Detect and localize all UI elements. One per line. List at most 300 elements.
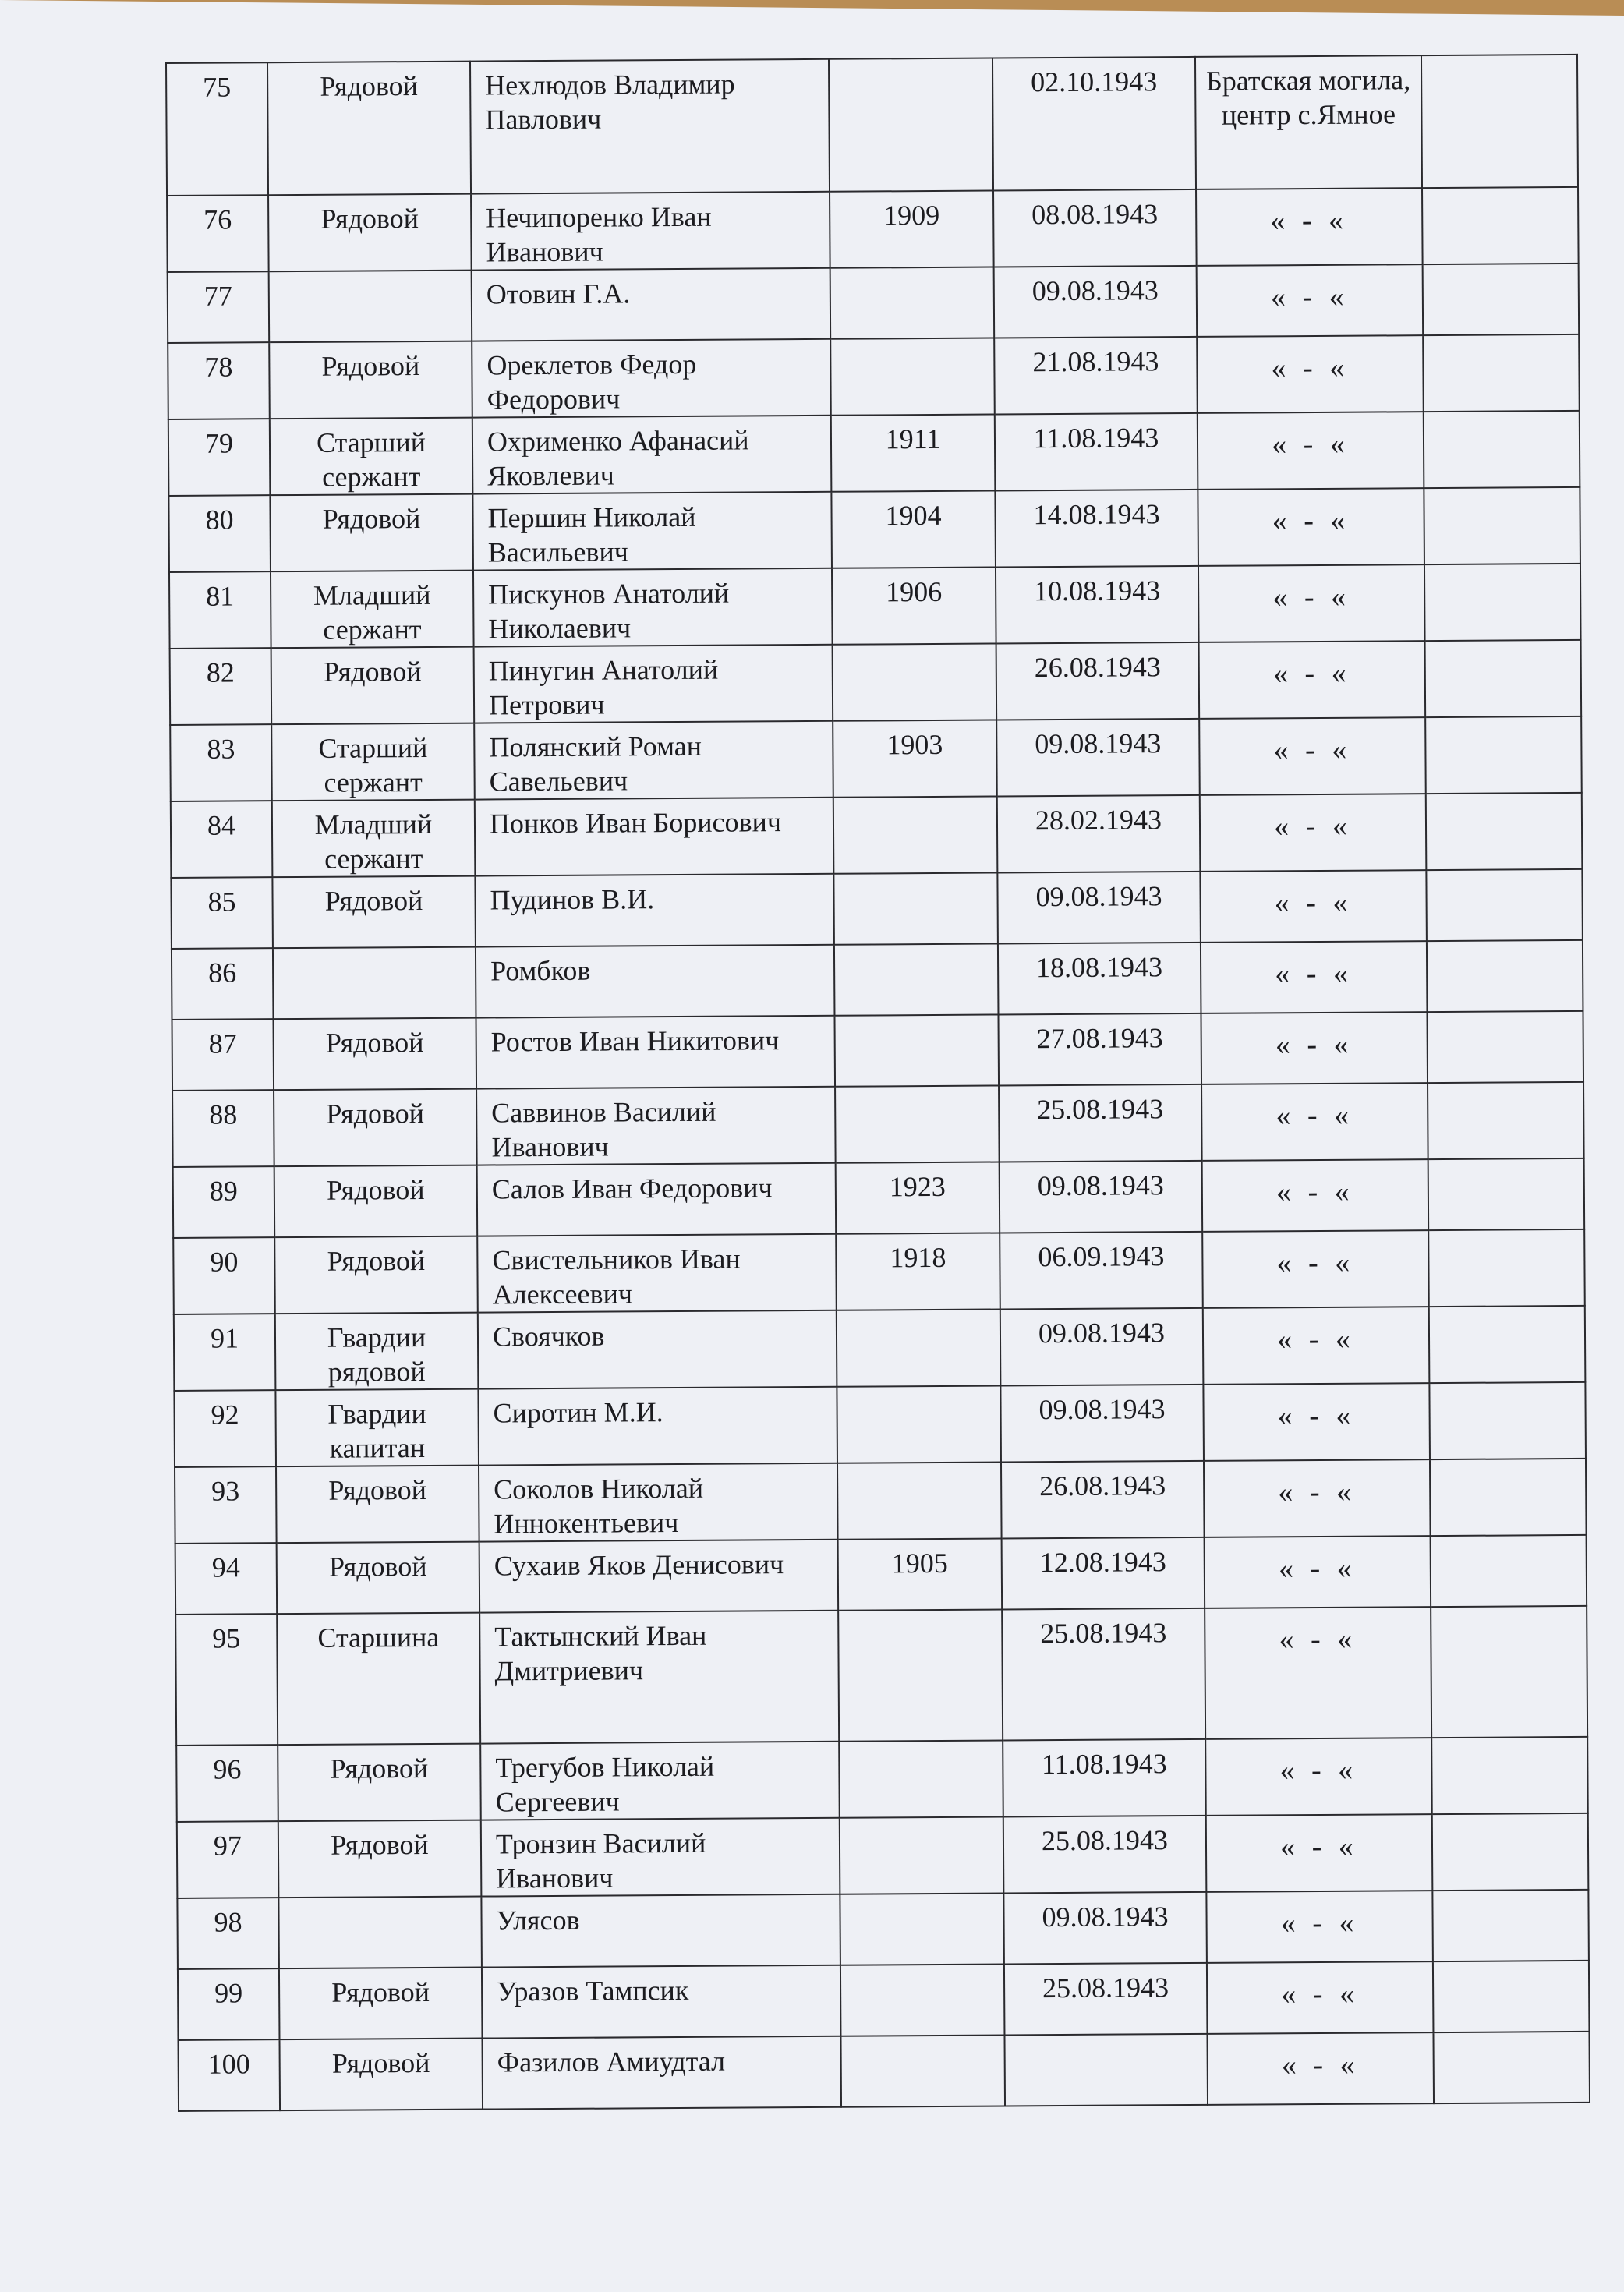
record-burial-place: « - « bbox=[1276, 1246, 1355, 1280]
record-burial-place: « - « bbox=[1278, 1475, 1357, 1509]
record-rank-cell bbox=[272, 800, 476, 878]
record-burial-place: « - « bbox=[1279, 1622, 1357, 1657]
record-death-date: 26.08.1943 bbox=[1034, 651, 1161, 684]
record-death-date-cell bbox=[1003, 1892, 1207, 1965]
record-name: Саввинов Василий Иванович bbox=[491, 1095, 716, 1163]
record-rank-cell bbox=[267, 62, 471, 196]
record-rank: Рядовой bbox=[320, 70, 419, 102]
record-death-date: 09.08.1943 bbox=[1042, 1901, 1169, 1933]
record-notes-cell bbox=[1424, 564, 1581, 641]
record-number: 92 bbox=[211, 1399, 239, 1431]
record-burial-place: « - « bbox=[1275, 1175, 1354, 1209]
record-name: Ростов Иван Никитович bbox=[490, 1024, 780, 1058]
record-rank-cell bbox=[279, 2039, 483, 2111]
record-notes-cell bbox=[1433, 2032, 1590, 2103]
record-notes-cell bbox=[1430, 1459, 1587, 1536]
record-number-cell bbox=[172, 1090, 274, 1167]
table-body bbox=[166, 55, 1590, 2111]
record-name: Пискунов Анатолий Николаевич bbox=[488, 577, 730, 645]
record-number: 84 bbox=[207, 809, 236, 841]
record-number-cell bbox=[167, 195, 269, 272]
record-number: 76 bbox=[203, 203, 232, 235]
record-notes-cell bbox=[1425, 640, 1582, 717]
record-death-date: 10.08.1943 bbox=[1034, 575, 1161, 607]
record-number: 90 bbox=[210, 1246, 239, 1278]
record-death-date: 02.10.1943 bbox=[1031, 65, 1158, 98]
record-burial-place-cell bbox=[1201, 1083, 1428, 1161]
record-burial-place: « - « bbox=[1280, 1906, 1359, 1940]
record-burial-place: « - « bbox=[1273, 733, 1352, 767]
record-death-date: 21.08.1943 bbox=[1032, 345, 1159, 378]
record-rank: Младший сержант bbox=[313, 578, 431, 646]
record-notes-cell bbox=[1428, 1158, 1585, 1230]
burial-records-table bbox=[165, 54, 1590, 2112]
record-birth-year-cell bbox=[833, 644, 997, 721]
record-death-date-cell bbox=[998, 1013, 1201, 1086]
record-number-cell bbox=[170, 648, 272, 725]
record-number-cell bbox=[172, 948, 274, 1020]
record-birth-year-cell bbox=[830, 267, 995, 339]
record-notes-cell bbox=[1424, 411, 1580, 488]
record-death-date: 11.08.1943 bbox=[1033, 422, 1159, 455]
record-birth-year-cell bbox=[838, 1609, 1003, 1741]
table-row bbox=[171, 793, 1583, 878]
record-name-cell bbox=[481, 1818, 840, 1897]
record-rank-cell bbox=[275, 1389, 479, 1467]
record-name-cell bbox=[472, 416, 832, 494]
record-notes-cell bbox=[1428, 1229, 1585, 1307]
record-notes-cell bbox=[1422, 187, 1579, 264]
record-rank-cell bbox=[272, 876, 476, 949]
record-rank: Рядовой bbox=[326, 1097, 425, 1130]
table-row bbox=[169, 564, 1581, 649]
record-death-date: 14.08.1943 bbox=[1033, 498, 1160, 531]
record-name: Отовин Г.А. bbox=[486, 278, 631, 310]
record-name-cell bbox=[472, 268, 831, 341]
record-death-date-cell bbox=[993, 189, 1197, 267]
record-name-cell bbox=[476, 945, 835, 1018]
record-number-cell bbox=[168, 495, 271, 572]
record-rank: Рядовой bbox=[330, 1752, 429, 1784]
record-death-date-cell bbox=[1000, 1385, 1204, 1463]
record-birth-year-cell bbox=[833, 872, 998, 944]
table-row bbox=[168, 487, 1580, 572]
record-birth-year: 1904 bbox=[885, 499, 942, 532]
record-name: Першин Николай Васильевич bbox=[487, 500, 696, 568]
table-row bbox=[174, 1382, 1586, 1467]
record-name: Сухаив Яков Денисович bbox=[494, 1548, 784, 1582]
record-burial-place: « - « bbox=[1272, 427, 1350, 462]
record-rank-cell bbox=[277, 1613, 480, 1746]
record-name-cell bbox=[477, 1163, 837, 1236]
record-burial-place-cell bbox=[1198, 564, 1425, 642]
record-burial-place: « - « bbox=[1274, 809, 1352, 844]
record-death-date-cell bbox=[1001, 1461, 1205, 1539]
record-notes-cell bbox=[1429, 1382, 1586, 1459]
record-birth-year-cell bbox=[834, 943, 999, 1015]
record-death-date-cell bbox=[1000, 1308, 1204, 1386]
record-name: Сиротин М.И. bbox=[493, 1396, 663, 1429]
record-burial-place: Братская могила, центр с.Ямное bbox=[1205, 64, 1411, 131]
record-burial-place-cell bbox=[1197, 264, 1424, 337]
table-row bbox=[177, 1813, 1589, 1898]
record-birth-year: 1906 bbox=[886, 575, 943, 608]
record-death-date-cell bbox=[1003, 1816, 1207, 1894]
record-name: Пинугин Анатолий Петрович bbox=[488, 653, 719, 721]
record-rank-cell bbox=[271, 723, 475, 801]
record-death-date: 25.08.1943 bbox=[1041, 1824, 1169, 1857]
record-death-date: 12.08.1943 bbox=[1039, 1546, 1166, 1579]
record-name-cell bbox=[474, 645, 833, 723]
record-name-cell bbox=[478, 1310, 837, 1389]
record-notes-cell bbox=[1426, 793, 1583, 870]
record-rank-cell bbox=[274, 1089, 477, 1167]
record-rank: Рядовой bbox=[324, 885, 423, 917]
record-number-cell bbox=[172, 1019, 274, 1091]
record-burial-place: « - « bbox=[1281, 1977, 1360, 2011]
record-name: Трегубов Николай Сергеевич bbox=[495, 1750, 715, 1818]
record-burial-place: « - « bbox=[1271, 351, 1350, 385]
record-burial-place: « - « bbox=[1272, 656, 1351, 691]
record-death-date-cell bbox=[994, 337, 1198, 415]
record-birth-year: 1911 bbox=[885, 423, 941, 455]
record-number: 87 bbox=[208, 1028, 237, 1059]
table-row bbox=[167, 187, 1579, 272]
record-name: Тронзин Василий Иванович bbox=[495, 1827, 706, 1894]
record-notes-cell bbox=[1425, 716, 1582, 794]
record-burial-place-cell bbox=[1203, 1307, 1430, 1385]
record-number: 82 bbox=[206, 656, 235, 688]
record-notes-cell bbox=[1432, 1813, 1589, 1891]
record-number-cell bbox=[174, 1390, 276, 1467]
record-birth-year-cell bbox=[836, 1162, 1000, 1233]
record-burial-place-cell bbox=[1195, 55, 1422, 189]
record-name-cell bbox=[476, 1016, 835, 1089]
record-number: 94 bbox=[211, 1551, 240, 1583]
record-birth-year-cell bbox=[836, 1233, 1000, 1310]
record-birth-year: 1903 bbox=[886, 728, 943, 761]
record-burial-place-cell bbox=[1198, 412, 1424, 490]
record-number: 85 bbox=[207, 886, 236, 918]
table-row bbox=[168, 411, 1580, 496]
table-row bbox=[173, 1158, 1585, 1238]
record-death-date: 09.08.1943 bbox=[1031, 274, 1159, 307]
record-death-date-cell bbox=[1002, 1537, 1205, 1610]
record-rank: Младший сержант bbox=[314, 808, 433, 875]
table-row bbox=[171, 869, 1583, 949]
record-number-cell bbox=[168, 271, 270, 343]
record-birth-year-cell bbox=[837, 1385, 1001, 1463]
table-row bbox=[172, 1082, 1584, 1167]
record-burial-place-cell bbox=[1198, 488, 1424, 566]
record-number: 91 bbox=[210, 1322, 239, 1354]
record-name: Улясов bbox=[496, 1904, 580, 1937]
table-row bbox=[173, 1229, 1585, 1314]
record-number: 83 bbox=[207, 733, 235, 765]
table-row bbox=[178, 2032, 1590, 2111]
record-name-cell bbox=[482, 1965, 841, 2039]
record-rank-cell bbox=[273, 947, 476, 1020]
record-death-date: 09.08.1943 bbox=[1037, 1169, 1164, 1202]
record-notes-cell bbox=[1423, 264, 1580, 335]
record-notes-cell bbox=[1431, 1737, 1588, 1814]
record-name-cell bbox=[479, 1540, 839, 1613]
record-name-cell bbox=[482, 2036, 841, 2110]
record-name: Нечипоренко Иван Иванович bbox=[486, 200, 712, 268]
record-rank-cell bbox=[277, 1542, 480, 1615]
record-rank-cell bbox=[278, 1897, 482, 1969]
record-birth-year-cell bbox=[838, 1538, 1003, 1610]
record-rank: Рядовой bbox=[326, 1173, 425, 1206]
record-name: Фазилов Амиудтал bbox=[497, 2045, 726, 2078]
record-number-cell bbox=[177, 1898, 279, 1969]
record-rank: Рядовой bbox=[320, 203, 419, 235]
record-notes-cell bbox=[1427, 1011, 1583, 1083]
record-death-date: 09.08.1943 bbox=[1035, 727, 1162, 760]
record-rank: Старшина bbox=[317, 1621, 440, 1654]
record-name: Охрименко Афанасий Яковлевич bbox=[486, 424, 749, 492]
record-birth-year-cell bbox=[839, 1740, 1003, 1817]
record-name-cell bbox=[471, 192, 830, 271]
record-name-cell bbox=[476, 1087, 836, 1165]
record-burial-place-cell bbox=[1207, 1961, 1434, 2034]
record-death-date-cell bbox=[1000, 1161, 1203, 1233]
record-death-date: 27.08.1943 bbox=[1036, 1022, 1163, 1055]
record-name-cell bbox=[472, 492, 832, 571]
record-death-date: 25.08.1943 bbox=[1040, 1617, 1167, 1650]
record-burial-place: « - « bbox=[1272, 504, 1350, 538]
record-number-cell bbox=[177, 1821, 279, 1898]
record-name-cell bbox=[479, 1463, 838, 1542]
record-name-cell bbox=[475, 798, 834, 876]
record-number-cell bbox=[168, 342, 270, 419]
record-rank-cell bbox=[279, 1968, 483, 2040]
record-number-cell bbox=[175, 1466, 277, 1544]
record-notes-cell bbox=[1423, 334, 1580, 412]
table-row bbox=[177, 1890, 1589, 1969]
record-birth-year-cell bbox=[831, 491, 996, 568]
table-row bbox=[174, 1306, 1586, 1391]
record-burial-place: « - « bbox=[1274, 886, 1353, 920]
record-rank-cell bbox=[276, 1466, 479, 1544]
record-death-date-cell bbox=[999, 1084, 1202, 1162]
record-death-date: 25.08.1943 bbox=[1037, 1093, 1164, 1126]
record-birth-year-cell bbox=[833, 720, 997, 798]
record-name-cell bbox=[478, 1387, 837, 1466]
record-rank-cell bbox=[273, 1018, 476, 1091]
record-name-cell bbox=[474, 721, 833, 800]
record-name-cell bbox=[481, 1894, 840, 1968]
record-burial-place-cell bbox=[1197, 335, 1424, 413]
record-name-cell bbox=[470, 59, 830, 194]
record-birth-year-cell bbox=[833, 797, 998, 874]
record-burial-place-cell bbox=[1196, 188, 1423, 266]
record-death-date-cell bbox=[1000, 1232, 1203, 1310]
record-death-date-cell bbox=[996, 719, 1200, 797]
record-rank: Рядовой bbox=[325, 1026, 424, 1059]
record-number-cell bbox=[171, 877, 273, 949]
table-row bbox=[166, 55, 1578, 196]
record-burial-place-cell bbox=[1206, 1814, 1433, 1892]
record-number: 79 bbox=[204, 427, 234, 459]
record-birth-year-cell bbox=[832, 568, 996, 645]
record-rank-cell bbox=[274, 1236, 478, 1314]
record-name-cell bbox=[472, 339, 831, 418]
record-death-date-cell bbox=[1004, 1963, 1208, 2036]
table-row bbox=[175, 1535, 1587, 1615]
record-death-date-cell bbox=[995, 413, 1198, 491]
record-death-date: 18.08.1943 bbox=[1035, 951, 1163, 984]
record-number-cell bbox=[178, 1968, 280, 2040]
record-number-cell bbox=[169, 571, 271, 649]
record-number-cell bbox=[174, 1314, 276, 1391]
record-notes-cell bbox=[1421, 55, 1578, 188]
record-rank: Гвардии рядовой bbox=[327, 1321, 426, 1388]
record-number-cell bbox=[175, 1543, 278, 1615]
record-number: 81 bbox=[206, 580, 235, 612]
record-birth-year-cell bbox=[840, 2035, 1005, 2106]
table-row bbox=[176, 1737, 1588, 1822]
record-rank-cell bbox=[274, 1165, 478, 1238]
record-rank-cell bbox=[271, 571, 474, 649]
record-burial-place-cell bbox=[1201, 941, 1428, 1013]
record-birth-year-cell bbox=[831, 415, 996, 492]
record-notes-cell bbox=[1424, 487, 1580, 564]
record-death-date-cell bbox=[996, 642, 1200, 720]
table-row bbox=[178, 1961, 1590, 2040]
record-number: 93 bbox=[211, 1475, 240, 1507]
record-number: 99 bbox=[214, 1977, 243, 2009]
record-number: 96 bbox=[213, 1753, 242, 1785]
record-rank: Гвардии капитан bbox=[327, 1397, 426, 1464]
record-rank-cell bbox=[271, 647, 475, 725]
record-burial-place: « - « bbox=[1277, 1399, 1356, 1433]
record-number: 95 bbox=[212, 1622, 241, 1654]
record-name-cell bbox=[480, 1742, 840, 1820]
record-death-date-cell bbox=[995, 490, 1198, 568]
record-name: Ромбков bbox=[490, 954, 591, 987]
record-burial-place-cell bbox=[1199, 641, 1426, 719]
record-burial-place-cell bbox=[1205, 1738, 1432, 1816]
record-notes-cell bbox=[1433, 1961, 1590, 2032]
record-death-date-cell bbox=[992, 57, 1196, 191]
record-notes-cell bbox=[1432, 1890, 1589, 1961]
table-row bbox=[170, 716, 1582, 801]
record-burial-place-cell bbox=[1203, 1383, 1430, 1461]
record-number: 89 bbox=[209, 1175, 238, 1207]
record-burial-place: « - « bbox=[1279, 1753, 1358, 1788]
record-name: Понков Иван Борисович bbox=[489, 806, 782, 840]
record-name: Свистельников Иван Алексеевич bbox=[492, 1243, 741, 1310]
record-birth-year-cell bbox=[840, 1816, 1004, 1894]
record-rank: Старший сержант bbox=[316, 426, 426, 493]
record-death-date: 09.08.1943 bbox=[1035, 880, 1162, 913]
record-birth-year: 1905 bbox=[891, 1547, 948, 1579]
record-burial-place-cell bbox=[1200, 870, 1427, 943]
record-rank: Рядовой bbox=[327, 1244, 426, 1277]
record-rank: Рядовой bbox=[331, 1828, 429, 1861]
record-rank-cell bbox=[278, 1820, 482, 1898]
record-birth-year: 1909 bbox=[883, 199, 940, 232]
record-number-cell bbox=[171, 801, 273, 878]
record-death-date-cell bbox=[998, 943, 1201, 1015]
record-death-date-cell bbox=[997, 872, 1201, 944]
record-notes-cell bbox=[1426, 869, 1583, 941]
record-rank: Рядовой bbox=[331, 2046, 430, 2079]
record-death-date: 28.02.1943 bbox=[1035, 804, 1162, 837]
record-number-cell bbox=[173, 1166, 275, 1238]
table-row bbox=[172, 940, 1583, 1020]
record-burial-place: « - « bbox=[1272, 580, 1351, 614]
record-rank-cell bbox=[269, 341, 472, 419]
record-number: 100 bbox=[207, 2048, 250, 2080]
record-burial-place-cell bbox=[1202, 1230, 1429, 1308]
record-name: Своячков bbox=[492, 1320, 605, 1353]
record-birth-year-cell bbox=[830, 191, 994, 268]
record-name-cell bbox=[473, 568, 833, 647]
record-death-date-cell bbox=[994, 266, 1198, 338]
record-burial-place-cell bbox=[1207, 2032, 1434, 2105]
record-notes-cell bbox=[1431, 1535, 1587, 1607]
record-number: 75 bbox=[203, 71, 232, 103]
record-death-date: 11.08.1943 bbox=[1041, 1748, 1167, 1781]
record-burial-place-cell bbox=[1199, 717, 1426, 795]
record-birth-year: 1923 bbox=[889, 1170, 946, 1203]
record-notes-cell bbox=[1431, 1606, 1587, 1738]
record-birth-year-cell bbox=[834, 1014, 999, 1086]
record-burial-place: « - « bbox=[1277, 1322, 1355, 1356]
table-row bbox=[175, 1606, 1587, 1746]
record-number: 77 bbox=[203, 280, 232, 312]
record-rank: Рядовой bbox=[331, 1975, 430, 2008]
record-rank: Рядовой bbox=[322, 503, 421, 535]
record-name: Салов Иван Федорович bbox=[491, 1172, 773, 1205]
record-burial-place-cell bbox=[1201, 1012, 1428, 1084]
record-rank-cell bbox=[270, 418, 473, 496]
record-burial-place: « - « bbox=[1275, 1098, 1354, 1133]
record-burial-place: « - « bbox=[1275, 1028, 1353, 1062]
record-name: Тактынский Иван Дмитриевич bbox=[494, 1619, 707, 1687]
record-number-cell bbox=[170, 724, 272, 801]
record-rank-cell bbox=[278, 1744, 481, 1822]
record-name: Ореклетов Федор Федорович bbox=[486, 348, 697, 416]
record-rank: Старший сержант bbox=[318, 731, 428, 798]
record-name: Уразов Тампсик bbox=[497, 1974, 689, 2007]
record-death-date-cell bbox=[996, 566, 1199, 644]
record-death-date: 26.08.1943 bbox=[1039, 1470, 1166, 1502]
record-number-cell bbox=[173, 1237, 275, 1314]
record-name: Соколов Николай Иннокентьевич bbox=[494, 1472, 704, 1540]
record-birth-year-cell bbox=[835, 1085, 1000, 1162]
record-death-date: 09.08.1943 bbox=[1038, 1393, 1166, 1426]
record-burial-place-cell bbox=[1206, 1891, 1433, 1963]
record-birth-year-cell bbox=[829, 58, 993, 192]
record-number-cell bbox=[175, 1614, 278, 1746]
table-row bbox=[170, 640, 1582, 725]
record-death-date-cell bbox=[1002, 1608, 1205, 1741]
record-death-date-cell bbox=[997, 795, 1201, 873]
record-number-cell bbox=[176, 1745, 278, 1822]
record-burial-place: « - « bbox=[1275, 957, 1353, 991]
record-burial-place-cell bbox=[1205, 1607, 1431, 1739]
record-burial-place-cell bbox=[1204, 1459, 1431, 1537]
record-name-cell bbox=[477, 1234, 837, 1313]
record-death-date: 25.08.1943 bbox=[1042, 1972, 1169, 2004]
record-number: 80 bbox=[205, 504, 234, 536]
record-name-cell bbox=[475, 874, 834, 947]
record-burial-place-cell bbox=[1205, 1536, 1431, 1608]
record-rank: Рядовой bbox=[328, 1473, 427, 1506]
